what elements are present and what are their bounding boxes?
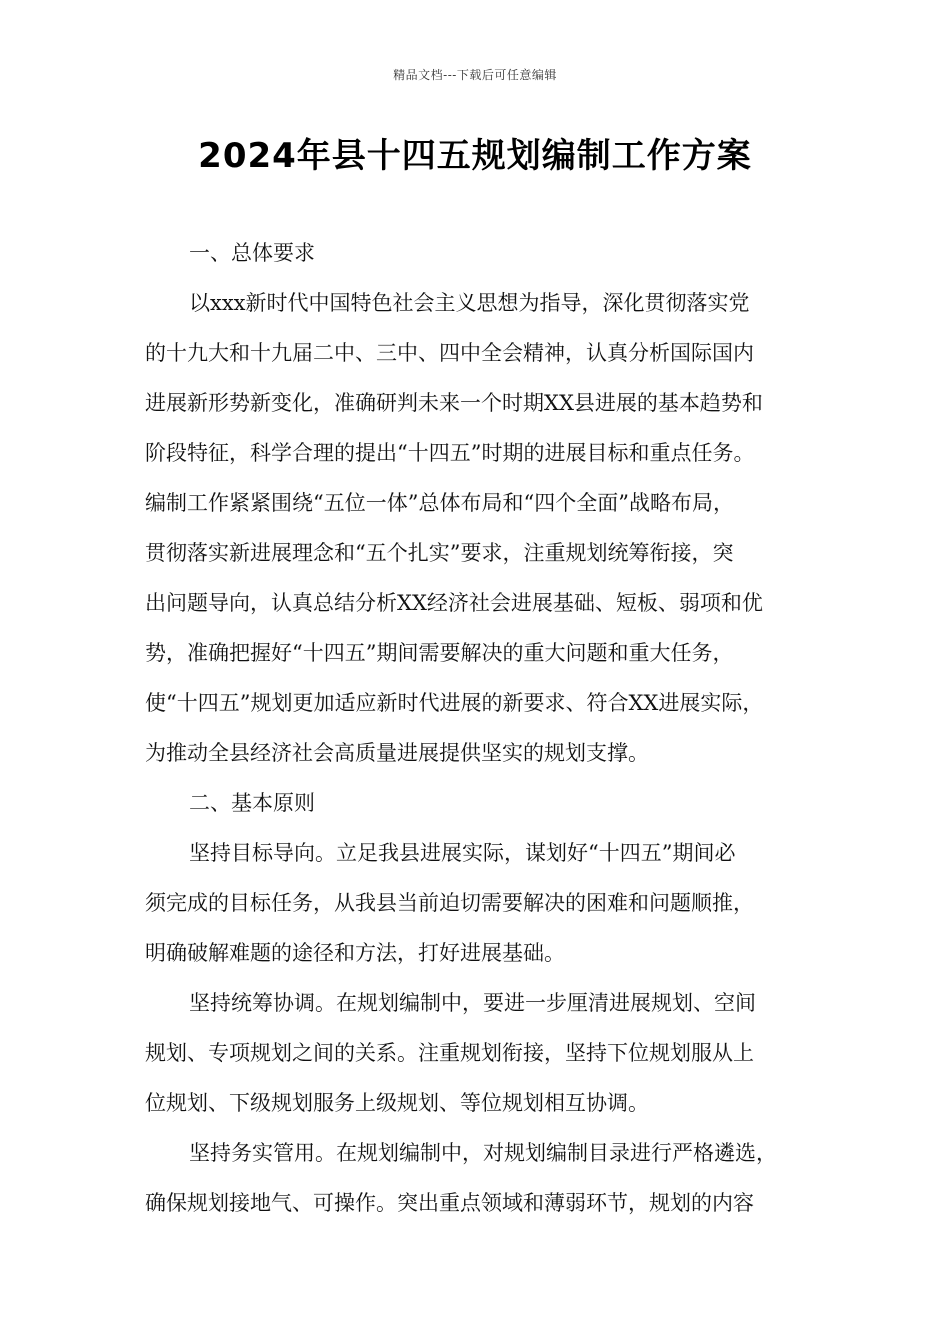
document-title: 2024年县十四五规划编制工作方案 (198, 136, 752, 176)
body-line: 进展新形势新变化，准确研判未来一个时期XX县进展的基本趋势和 (145, 391, 763, 415)
body-line: 贯彻落实新进展理念和“五个扎实”要求，注重规划统筹衔接，突 (145, 541, 734, 565)
document-body (145, 228, 825, 1228)
body-line: 规划、专项规划之间的关系。注重规划衔接，坚持下位规划服从上 (145, 1041, 754, 1065)
body-line: 的十九大和十九届二中、三中、四中全会精神，认真分析国际国内 (145, 341, 754, 365)
section-heading-basic-principles: 二、基本原则 (189, 791, 315, 815)
body-line: 坚持务实管用。在规划编制中，对规划编制目录进行严格遴选， (189, 1141, 777, 1165)
body-line: 明确破解难题的途径和方法，打好进展基础。 (145, 941, 565, 965)
body-line: 为推动全县经济社会高质量进展提供坚实的规划支撑。 (145, 741, 649, 765)
body-line: 势，准确把握好“十四五”期间需要解决的重大问题和重大任务， (145, 641, 734, 665)
section-heading-overall-requirements: 一、总体要求 (189, 241, 315, 265)
body-line: 阶段特征，科学合理的提出“十四五”时期的进展目标和重点任务。 (145, 441, 755, 465)
body-line: 坚持目标导向。立足我县进展实际，谋划好“十四五”期间必 (189, 841, 736, 865)
header-note: 精品文档---下载后可任意编辑 (393, 68, 557, 82)
body-line: 确保规划接地气、可操作。突出重点领域和薄弱环节，规划的内容 (145, 1191, 754, 1215)
body-line: 出问题导向，认真总结分析XX经济社会进展基础、短板、弱项和优 (145, 591, 763, 615)
body-line: 位规划、下级规划服务上级规划、等位规划相互协调。 (145, 1091, 649, 1115)
body-line: 以xxx新时代中国特色社会主义思想为指导，深化贯彻落实党 (189, 291, 750, 315)
body-line: 编制工作紧紧围绕“五位一体”总体布局和“四个全面”战略布局， (145, 491, 734, 515)
body-line: 坚持统筹协调。在规划编制中，要进一步厘清进展规划、空间 (189, 991, 756, 1015)
body-line: 须完成的目标任务，从我县当前迫切需要解决的困难和问题顺推， (145, 891, 754, 915)
body-line: 使“十四五”规划更加适应新时代进展的新要求、符合XX进展实际， (145, 691, 764, 715)
